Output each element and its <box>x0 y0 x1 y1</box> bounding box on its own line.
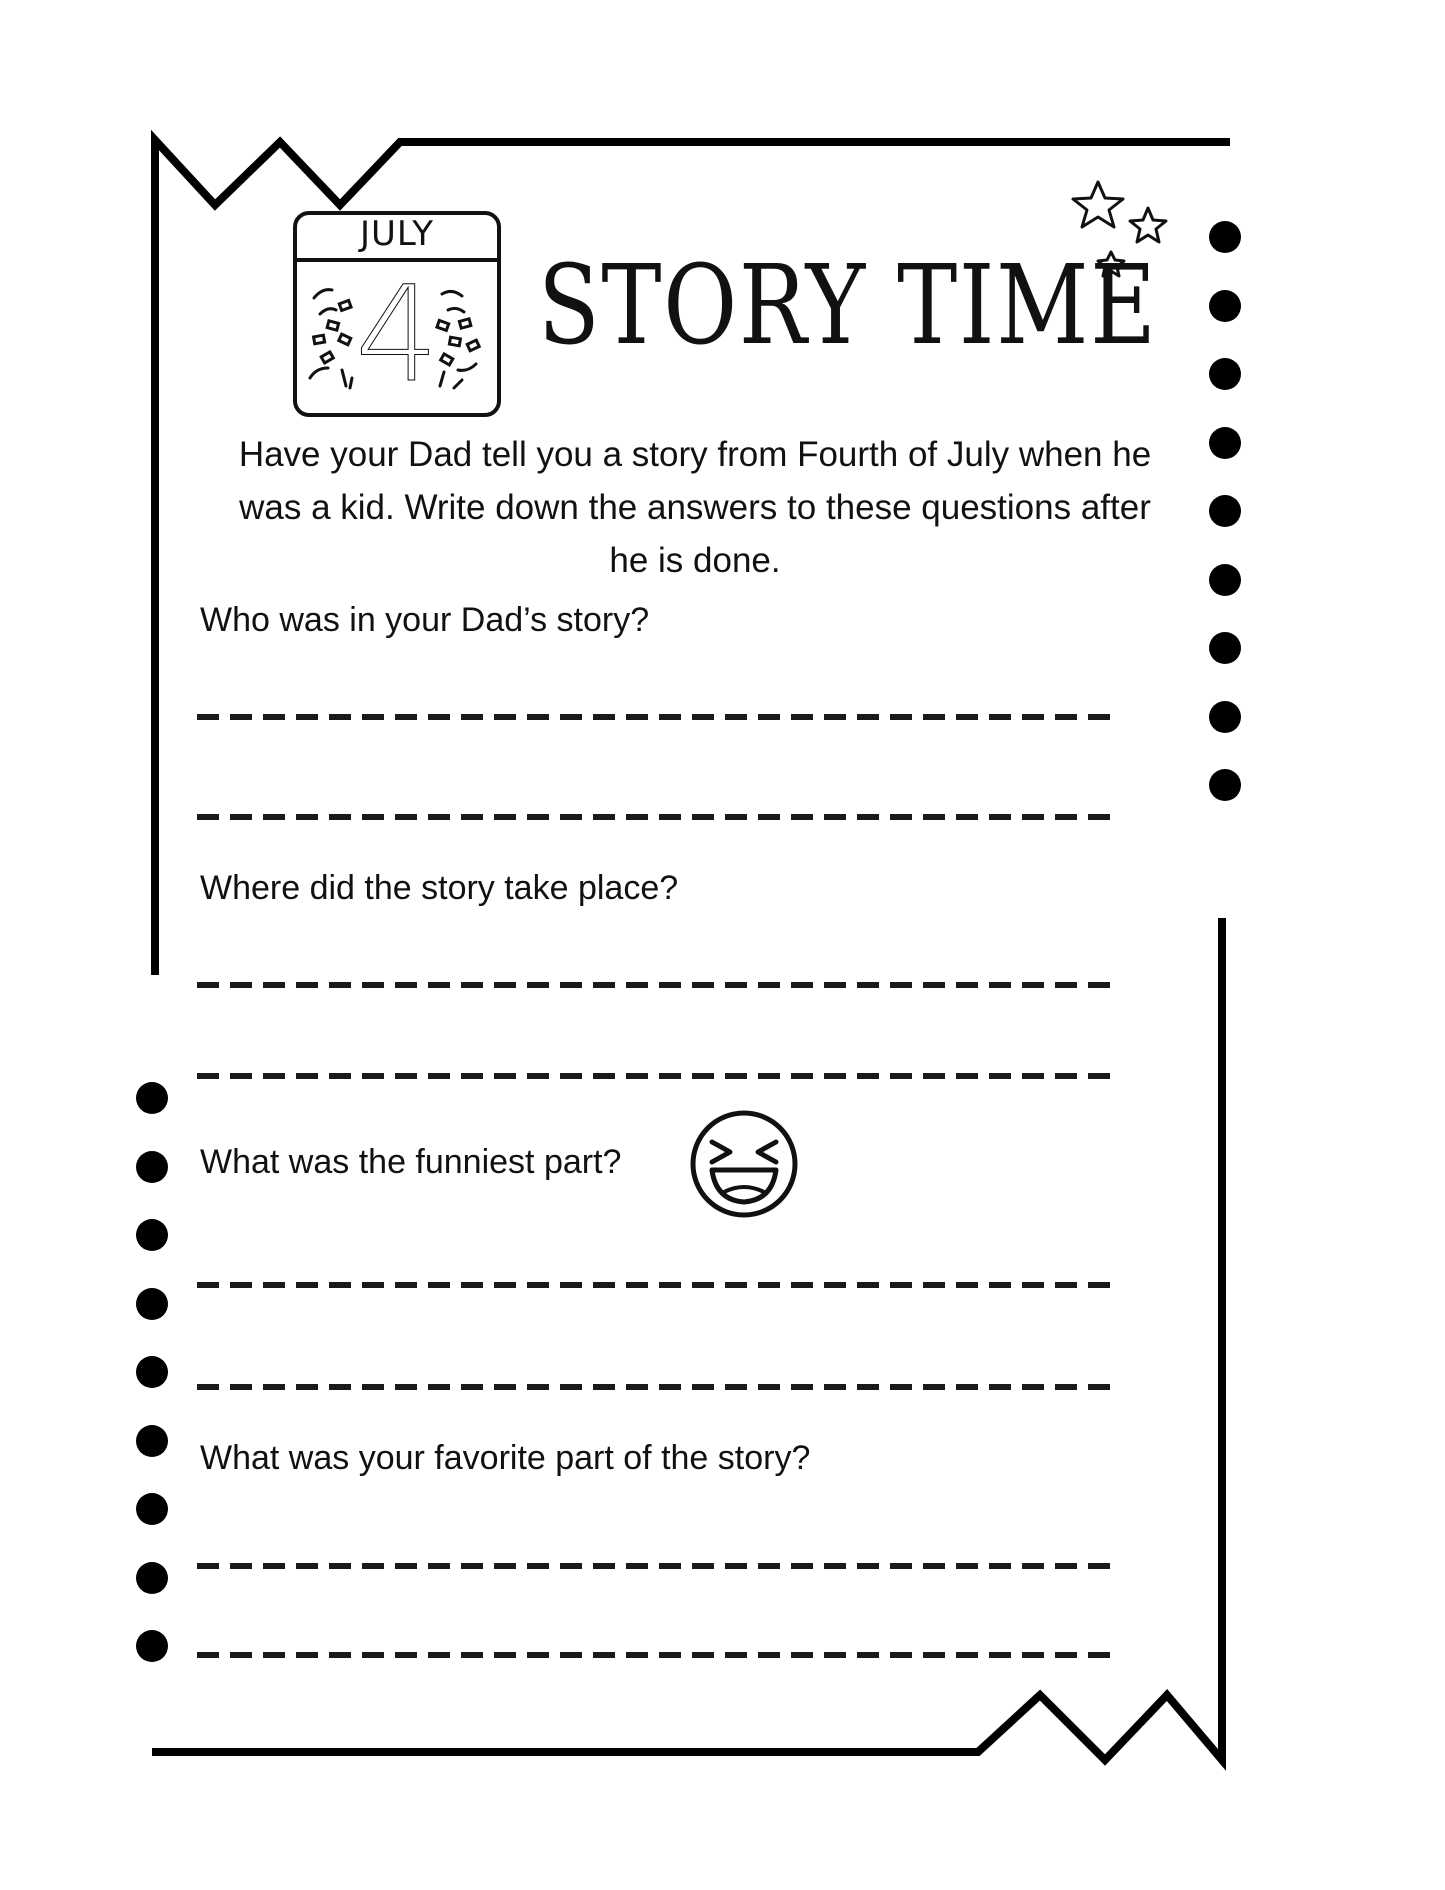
answer-line[interactable] <box>197 714 1115 720</box>
decorative-dot <box>136 1630 168 1662</box>
decorative-dot <box>136 1151 168 1183</box>
decorative-dot <box>1209 495 1241 527</box>
decorative-dot <box>1209 221 1241 253</box>
answer-line[interactable] <box>197 1563 1115 1569</box>
decorative-dot <box>1209 358 1241 390</box>
decorative-dot <box>136 1082 168 1114</box>
answer-line[interactable] <box>197 1073 1115 1079</box>
calendar-day: 4 <box>355 258 439 412</box>
question-label: Where did the story take place? <box>200 869 679 907</box>
answer-line[interactable] <box>197 982 1115 988</box>
calendar-month: JULY <box>359 214 435 254</box>
decorative-dot <box>136 1288 168 1320</box>
laughing-face-icon <box>688 1108 800 1220</box>
answer-line[interactable] <box>197 1652 1115 1658</box>
page-title: STORY TIME <box>538 241 1158 369</box>
answer-line[interactable] <box>197 1384 1115 1390</box>
decorative-dot <box>1209 701 1241 733</box>
question-label: What was the funniest part? <box>200 1143 622 1181</box>
decorative-dot <box>136 1493 168 1525</box>
decorative-dot <box>1209 769 1241 801</box>
calendar-icon <box>292 210 502 418</box>
decorative-dot <box>136 1219 168 1251</box>
decorative-dot <box>1209 632 1241 664</box>
decorative-dot <box>136 1562 168 1594</box>
question-label: Who was in your Dad’s story? <box>200 601 650 639</box>
instructions-text: Have your Dad tell you a story from Fourth of July when he was a kid. Write down the answers to these questions after he is done. <box>238 435 1152 580</box>
stars-icon <box>1065 178 1185 288</box>
decorative-dot <box>136 1356 168 1388</box>
decorative-dot <box>1209 427 1241 459</box>
answer-line[interactable] <box>197 814 1115 820</box>
question-label: What was your favorite part of the story? <box>200 1439 811 1477</box>
decorative-dot <box>1209 290 1241 322</box>
decorative-dot <box>1209 564 1241 596</box>
answer-line[interactable] <box>197 1282 1115 1288</box>
decorative-dot <box>136 1425 168 1457</box>
